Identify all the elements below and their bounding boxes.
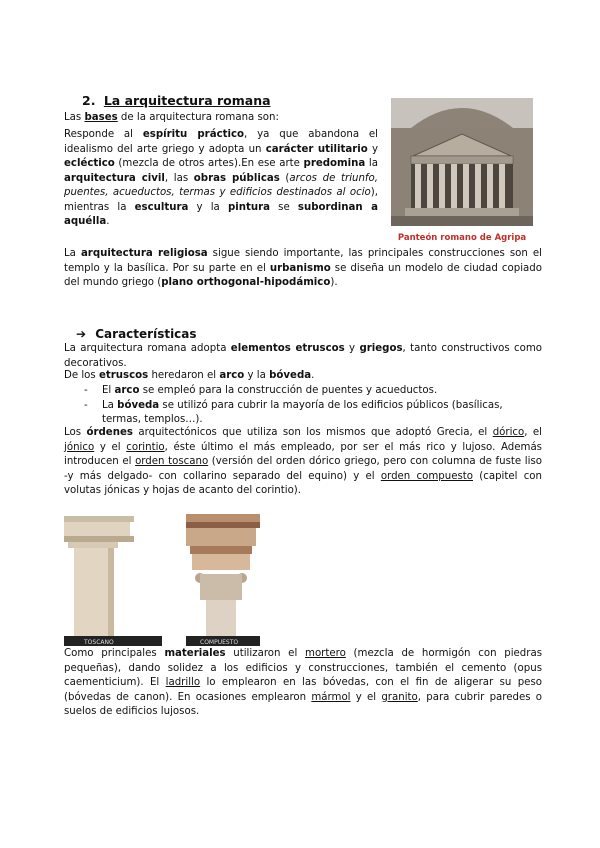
text-run: bóveda (117, 399, 160, 411)
section-heading (82, 93, 382, 108)
orders-paragraph (64, 426, 542, 499)
text-run: La (102, 399, 118, 411)
text-run: escultura (134, 201, 189, 213)
text-run: (mezcla de otros artes).En ese arte (114, 158, 304, 169)
text-run: orden compuesto (380, 470, 473, 482)
text-run: ecléctico (64, 158, 115, 169)
text-run: subordinan a aquélla (64, 201, 379, 227)
bullet-dash: - (84, 385, 88, 396)
text-run: arquitectura civil (64, 172, 165, 184)
materials-paragraph (64, 647, 542, 720)
text-run: mortero (305, 648, 346, 659)
text-run: materiales (164, 648, 226, 659)
text-run: , para cubrir paredes o suelos de edificios lujosos. (64, 691, 543, 717)
text-run: ( (279, 172, 290, 184)
text-run: (versión del orden dórico griego, pero con columna de fuste liso -y más delgado- con collarino separado del equino) y el (64, 456, 542, 482)
intro-text-a: Las (64, 112, 85, 123)
bullet-dash: - (84, 399, 88, 411)
text-run: pintura (227, 201, 270, 213)
text-run: (mezcla de hormigón con piedras pequeñas), dando solidez a los edificios y construcciones, también el cemento (opus caementicium). El (64, 648, 543, 688)
toscano-column-drawing (64, 512, 162, 646)
text-run: La (64, 248, 81, 259)
bullet-text (102, 384, 437, 399)
text-run: arco (114, 385, 140, 396)
characteristics-p2 (64, 369, 542, 384)
text-run: jónico (64, 441, 95, 453)
text-run: y el (350, 691, 382, 703)
toscano-label: TOSCANO (84, 639, 114, 646)
text-run: arquitectónicos que utiliza son los mismos que adoptó Grecia, el (132, 427, 493, 438)
text-run: lo emplearon en las bóvedas, con el fin de aligerar su peso (bóvedas de canon). En ocasiones emplearon (64, 677, 542, 703)
text-run: carácter utilitario (265, 143, 368, 155)
section-title: La arquitectura romana (103, 93, 271, 108)
text-run: plano orthogonal-hipodámico (161, 277, 331, 288)
text-run: La arquitectura romana adopta (64, 343, 231, 354)
text-run: bóveda (269, 370, 312, 381)
intro-bases: bases (84, 112, 118, 123)
text-run: orden toscano (135, 456, 209, 467)
intro-line (64, 111, 384, 126)
text-run: y (367, 143, 379, 155)
text-run: arquitectura religiosa (80, 248, 208, 259)
text-run: y la (244, 370, 270, 381)
text-run: Los (64, 427, 87, 438)
text-run: se empleó para la construcción de puentes y acueductos. (139, 385, 438, 396)
characteristics-title: Características (95, 327, 197, 341)
arrow-icon: ➔ (76, 327, 87, 341)
text-run: ). (330, 277, 338, 288)
bullet-text (102, 399, 542, 428)
text-run: se (270, 201, 298, 213)
compuesto-order-image (186, 512, 260, 646)
text-run: , el (524, 427, 543, 438)
toscano-order-image (64, 512, 162, 646)
section-number: 2. (82, 93, 96, 108)
text-run: . (106, 216, 110, 227)
compuesto-label: COMPUESTO (200, 639, 239, 646)
pantheon-image (391, 98, 533, 226)
text-run: y la (188, 201, 228, 213)
text-run: se diseña un modelo de ciudad copiado del mundo griego ( (64, 262, 542, 288)
text-run: (capitel con volutas jónicas y hojas de acanto del corintio). (64, 470, 542, 496)
text-run: y el (94, 441, 127, 453)
text-run: espíritu práctico (142, 129, 245, 140)
photo-caption: Panteón romano de Agripa (397, 233, 527, 243)
text-run: obras públicas (193, 172, 280, 184)
text-run: elementos etruscos (230, 343, 345, 354)
text-run: Como principales (64, 648, 165, 659)
list-item (84, 384, 542, 399)
characteristics-bullets (84, 384, 542, 428)
text-run: Responde al (64, 129, 143, 140)
characteristics-heading (76, 327, 376, 341)
text-run: y (344, 343, 360, 354)
religious-paragraph (64, 247, 542, 291)
text-run: . (311, 370, 315, 381)
text-run: sigue siendo importante, las principales construcciones son el templo y la basílica. Por su parte en el (64, 248, 542, 274)
text-run: mármol (311, 691, 351, 703)
text-run: órdenes (86, 427, 133, 438)
text-run: utilizaron el (225, 648, 306, 659)
text-run: , tanto constructivos como decorativos. (64, 343, 542, 369)
text-run: arcos de triunfo, puentes, acueductos, termas y edificios destinados al ocio (64, 172, 378, 198)
characteristics-p1 (64, 342, 542, 371)
list-item (84, 399, 542, 428)
text-run: urbanismo (269, 262, 331, 274)
text-run: , ya que abandona el idealismo del arte griego y adopta un (64, 129, 379, 155)
text-run: heredaron el (148, 370, 220, 381)
text-run: , las (164, 172, 194, 184)
text-run: se utilizó para cubrir la mayoría de los edificios públicos (basílicas, termas, templos…). (102, 399, 503, 425)
text-run: griegos (359, 343, 403, 354)
text-run: dórico (492, 427, 525, 438)
text-run: ladrillo (165, 677, 201, 688)
text-run: la (365, 158, 379, 169)
intro-paragraph (64, 128, 378, 230)
compuesto-column-drawing (186, 512, 260, 646)
text-run: predomina (303, 158, 366, 169)
text-run: etruscos (98, 370, 149, 381)
text-run: corintio (126, 441, 165, 453)
text-run: El (102, 385, 115, 396)
pantheon-photo (391, 98, 533, 226)
intro-text-b: de la arquitectura romana son: (117, 112, 279, 123)
text-run: ), mientras la (64, 187, 378, 213)
text-run: De los (64, 370, 99, 381)
text-run: arco (219, 370, 245, 381)
text-run: granito (381, 691, 418, 703)
text-run: , éste último el más empleado, por ser el más rico y lujoso. Además introducen el (64, 441, 542, 467)
